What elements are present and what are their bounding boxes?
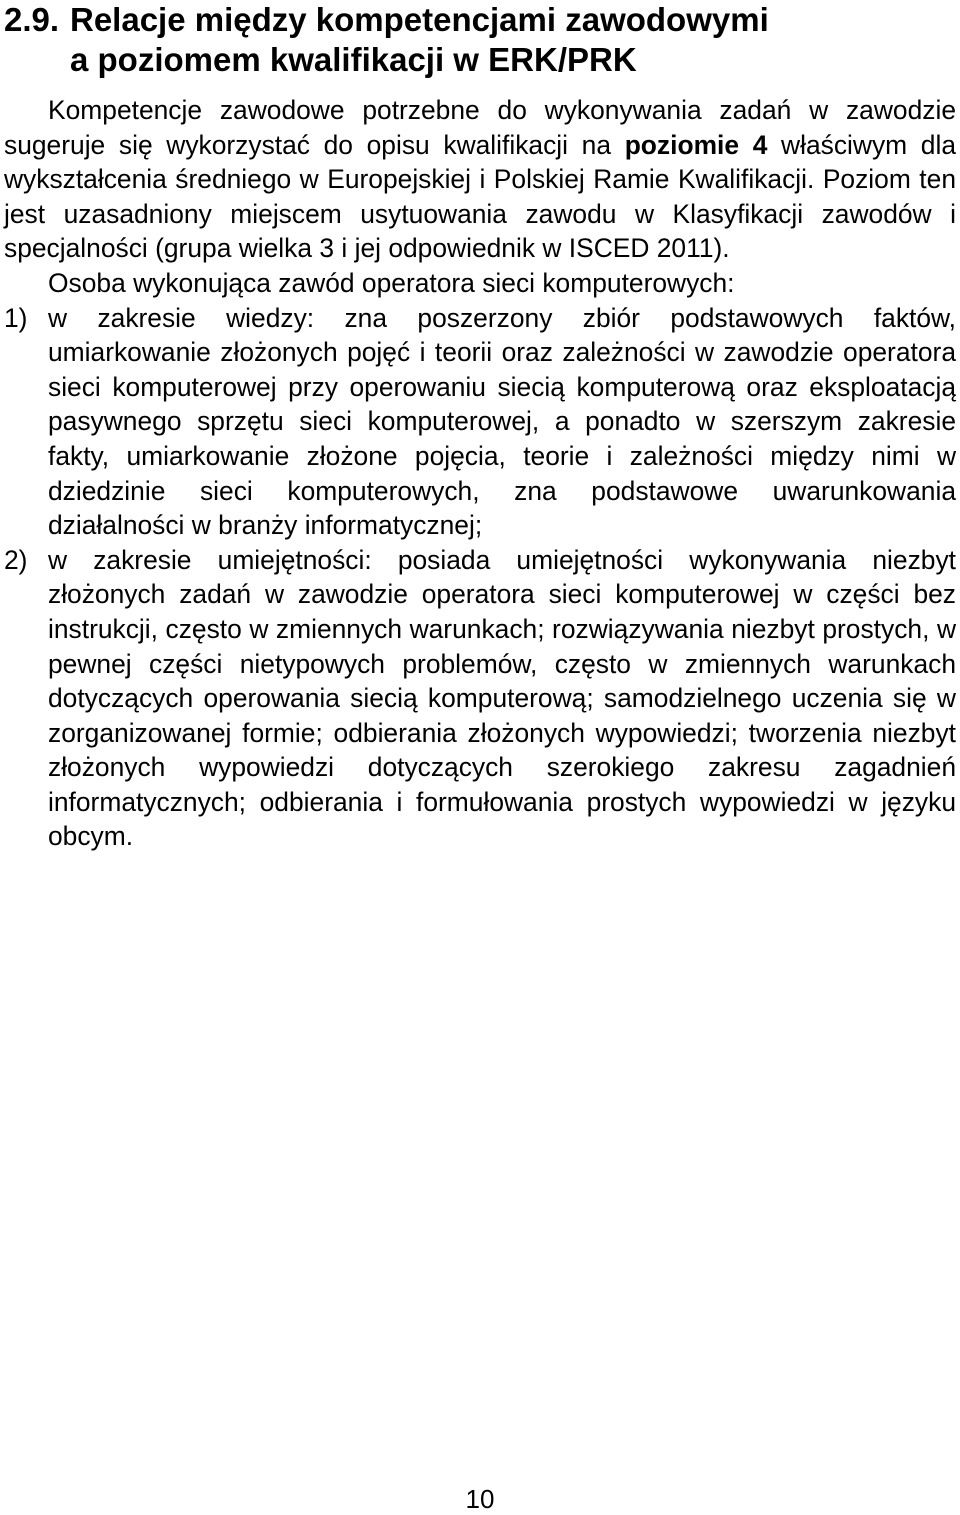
- section-title-line2: a poziomem kwalifikacji w ERK/PRK: [70, 41, 637, 78]
- list-item: [4, 301, 956, 543]
- section-title-line1: Relacje między kompetencjami zawodowymi: [70, 1, 769, 38]
- list-item: [4, 543, 956, 854]
- body-text: [4, 93, 956, 854]
- intro-text-before-bold: Kompetencje zawodowe potrzebne do wykonywania zadań w zawodzie sugeruje się wykorzystać do opisu kwalifikacji na: [4, 95, 956, 160]
- section-heading: [4, 0, 944, 80]
- page-number: 10: [465, 1484, 495, 1514]
- competence-intro: Osoba wykonująca zawód operatora sieci komputerowych:: [48, 267, 735, 298]
- list-item-text: w zakresie umiejętności: posiada umiejętności wykonywania niezbyt złożonych zadań w zawodzie operatora sieci komputerowej w części bez instrukcji, często w zmiennych warunkach; rozwiązywania niezbyt prostych, w pewnej części nietypowych problemów, często w zmiennych warunkach dotyczących operowania siecią komputerową; samodzielnego uczenia się w zorganizowanej formie; odbierania złożonych wypowiedzi; tworzenia niezbyt złożonych wypowiedzi dotyczących szerokiego zakresu zagadnień informatycznych; odbierania i formułowania prostych wypowiedzi w języku obcym.: [48, 544, 956, 852]
- list-item-number: 2): [4, 544, 28, 575]
- intro-text-after-bold: właściwym dla wykształcenia średniego w Europejskiej i Polskiej Ramie Kwalifikacji. Poziom ten jest uzasadniony miejscem usytuowania zawodu w Klasyfikacji zawodów i specjalności (grupa wielka 3 i jej odpowiednik w ISCED 2011).: [4, 129, 957, 264]
- competence-list: [4, 301, 956, 855]
- intro-paragraph: [4, 93, 956, 266]
- section-number: 2.9.: [4, 1, 60, 38]
- intro-bold-level: poziomie 4: [624, 129, 768, 160]
- list-item-number: 1): [4, 302, 28, 333]
- list-item-text: w zakresie wiedzy: zna poszerzony zbiór podstawowych faktów, umiarkowanie złożonych pojęć i teorii oraz zależności w zawodzie operatora sieci komputerowej przy operowaniu siecią komputerową oraz eksploatacją pasywnego sprzętu sieci komputerowej, a ponadto w szerszym zakresie fakty, umiarkowanie złożone pojęcia, teorie i zależności między nimi w dziedzinie sieci komputerowych, zna podstawowe uwarunkowania działalności w branży informatycznej;: [48, 302, 956, 541]
